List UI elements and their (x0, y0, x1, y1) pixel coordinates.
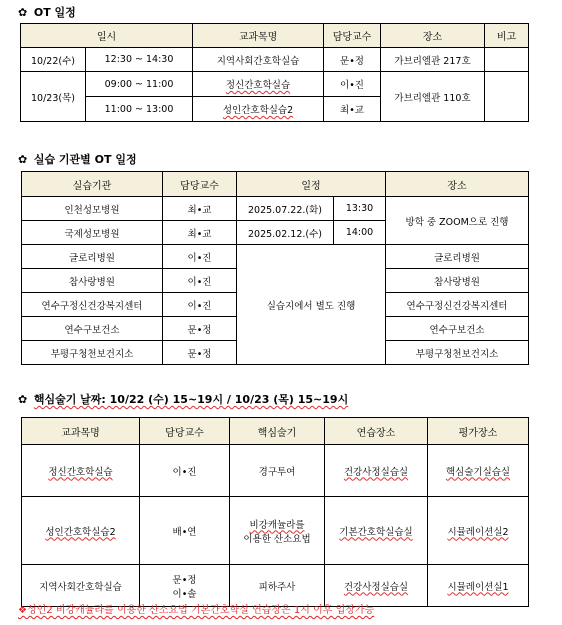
cell-professor: 최•교 (163, 221, 237, 245)
cell-professor: 문•정 (163, 317, 237, 341)
cell-professor: 최•교 (163, 197, 237, 221)
cell-evaluation-place: 시뮬레이션실2 (428, 497, 529, 565)
cell-professor: 이•진 (324, 72, 381, 97)
cell-professor: 문•정 (163, 341, 237, 365)
section-title-text: 실습 기관별 OT 일정 (33, 153, 137, 166)
cell-professor: 이•진 (163, 245, 237, 269)
cell-date: 10/22(수) (21, 48, 86, 72)
flower-bullet-icon: ✿ (18, 153, 28, 166)
cell-place: 가브리엘관 217호 (381, 48, 485, 72)
cell-subject: 지역사회간호학실습 (22, 565, 140, 607)
cell-separate-schedule: 실습지에서 별도 진행 (237, 245, 386, 365)
cell-date: 10/23(목) (21, 72, 86, 122)
cell-institution: 글로리병원 (22, 245, 163, 269)
header-datetime: 일시 (21, 24, 193, 48)
cell-professor: 이•진 (140, 445, 230, 497)
cell-remarks (485, 48, 529, 72)
cell-place: 연수구정신건강복지센터 (386, 293, 529, 317)
flower-bullet-icon: ✿ (18, 6, 28, 19)
header-practice-place: 연습장소 (325, 418, 428, 445)
header-core-skill: 핵심술기 (230, 418, 325, 445)
cell-institution: 부평구청천보건지소 (22, 341, 163, 365)
cell-date: 2025.02.12.(수) (237, 221, 334, 245)
cell-time: 09:00 ~ 11:00 (86, 72, 193, 97)
cell-date: 2025.07.22.(화) (237, 197, 334, 221)
cell-remarks (485, 72, 529, 122)
section-institution-ot-title (18, 151, 137, 167)
cell-institution: 연수구정신건강복지센터 (22, 293, 163, 317)
header-professor: 담당교수 (324, 24, 381, 48)
header-professor: 담당교수 (140, 418, 230, 445)
cell-place: 부평구청천보건지소 (386, 341, 529, 365)
cell-core-skill: 피하주사 (230, 565, 325, 607)
header-subject: 교과목명 (193, 24, 324, 48)
section-core-skills-title (18, 391, 348, 407)
cell-subject: 성인간호학실습2 (22, 497, 140, 565)
header-place: 장소 (381, 24, 485, 48)
flower-bullet-icon: ✿ (18, 393, 28, 406)
header-place: 장소 (386, 172, 529, 197)
cell-subject: 정신간호학실습 (193, 72, 324, 97)
cell-core-skill: 비강캐뉼라를 이용한 산소요법 (230, 497, 325, 565)
cell-place: 연수구보건소 (386, 317, 529, 341)
header-professor: 담당교수 (163, 172, 237, 197)
cell-professor: 배•연 (140, 497, 230, 565)
cell-institution: 연수구보건소 (22, 317, 163, 341)
cell-time: 12:30 ~ 14:30 (86, 48, 193, 72)
core-skills-table (21, 417, 529, 607)
header-remarks: 비고 (485, 24, 529, 48)
cell-professor: 이•진 (163, 269, 237, 293)
header-schedule: 일정 (237, 172, 386, 197)
cell-practice-place: 건강사정실습실 (325, 445, 428, 497)
cell-place-zoom: 방학 중 ZOOM으로 진행 (386, 197, 529, 245)
cell-subject: 지역사회간호학실습 (193, 48, 324, 72)
cell-subject: 성인간호학실습2 (193, 97, 324, 122)
section-ot-schedule-title (18, 4, 76, 20)
cell-time: 13:30 (334, 197, 386, 221)
cell-place: 가브리엘관 110호 (381, 72, 485, 122)
header-subject: 교과목명 (22, 418, 140, 445)
cell-practice-place: 건강사정실습실 (325, 565, 428, 607)
ot-schedule-table (20, 23, 529, 122)
cell-time: 11:00 ~ 13:00 (86, 97, 193, 122)
cell-evaluation-place: 핵심술기실습실 (428, 445, 529, 497)
footnote-warning: ❖성인2 비강캐뉼라를 이용한 산소요법 기본간호학실 연습장은 1시 이후 입장가능 (18, 605, 375, 616)
cell-professor: 최•교 (324, 97, 381, 122)
cell-place: 글로리병원 (386, 245, 529, 269)
header-evaluation-place: 평가장소 (428, 418, 529, 445)
cell-evaluation-place: 시뮬레이션실1 (428, 565, 529, 607)
cell-place: 참사랑병원 (386, 269, 529, 293)
cell-professor: 문•정 (324, 48, 381, 72)
cell-subject: 정신간호학실습 (22, 445, 140, 497)
cell-professor: 문•정 이•솔 (140, 565, 230, 607)
cell-institution: 국제성모병원 (22, 221, 163, 245)
institution-ot-table (21, 171, 529, 365)
cell-time: 14:00 (334, 221, 386, 245)
section-title-text: 핵심술기 날짜: 10/22 (수) 15~19시 / 10/23 (목) 15~19시 (33, 393, 349, 406)
section-title-text: OT 일정 (33, 6, 76, 19)
cell-core-skill: 경구투여 (230, 445, 325, 497)
cell-professor: 이•진 (163, 293, 237, 317)
header-institution: 실습기관 (22, 172, 163, 197)
cell-institution: 인천성모병원 (22, 197, 163, 221)
cell-institution: 참사랑병원 (22, 269, 163, 293)
cell-practice-place: 기본간호학실습실 (325, 497, 428, 565)
